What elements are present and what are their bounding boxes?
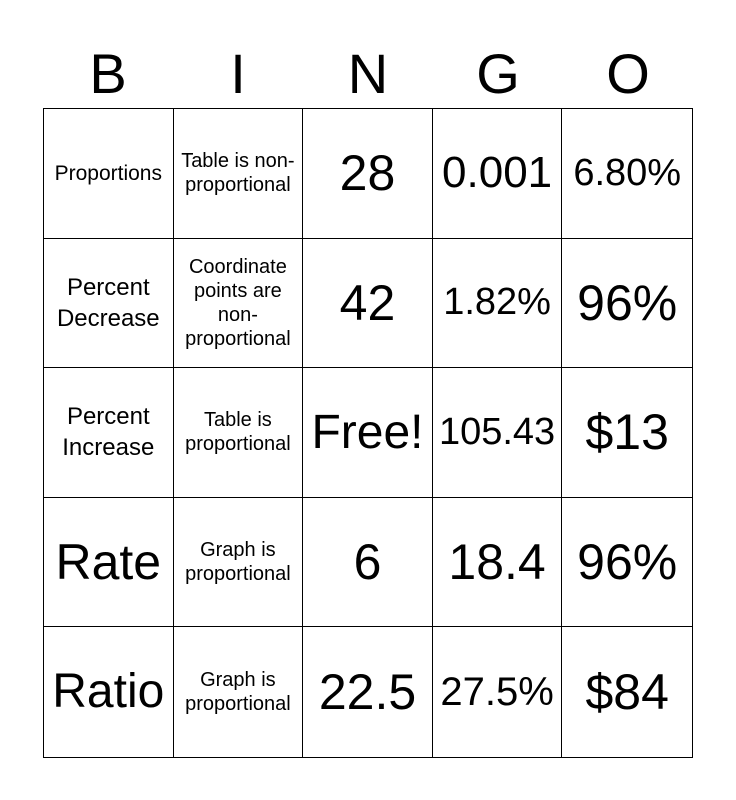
bingo-cell[interactable]: $84: [585, 664, 669, 721]
bingo-cell[interactable]: Rate: [44, 498, 174, 628]
bingo-cell[interactable]: 27.5%: [433, 627, 563, 757]
bingo-cell[interactable]: Table is non-proportional: [174, 109, 304, 239]
bingo-cell[interactable]: Graph is proportional: [174, 627, 304, 757]
bingo-cell[interactable]: 18.4: [433, 498, 563, 628]
bingo-cell[interactable]: 96%: [562, 498, 692, 628]
bingo-board: [43, 108, 693, 758]
bingo-cell[interactable]: 105.43: [433, 368, 563, 498]
bingo-cell[interactable]: $13: [562, 368, 692, 498]
header-letter-b: B: [89, 42, 127, 105]
bingo-cell[interactable]: 22.5: [303, 627, 433, 757]
header-letter-i: I: [230, 42, 246, 105]
bingo-cell[interactable]: 96%: [562, 239, 692, 369]
header-letter-o: O: [606, 42, 650, 105]
bingo-header: [43, 40, 693, 108]
bingo-cell[interactable]: Ratio: [44, 627, 174, 757]
bingo-cell[interactable]: 42: [303, 239, 433, 369]
bingo-cell[interactable]: Proportions: [44, 109, 174, 239]
header-letter-g: G: [476, 42, 520, 105]
bingo-cell[interactable]: Coordinate points are non-proportional: [174, 239, 304, 369]
header-letter-n: N: [347, 42, 389, 105]
bingo-cell[interactable]: 0.001: [433, 109, 563, 239]
bingo-cell[interactable]: 28: [303, 109, 433, 239]
bingo-cell[interactable]: Percent Decrease: [44, 239, 174, 369]
bingo-cell[interactable]: 1.82%: [433, 239, 563, 369]
bingo-cell[interactable]: Percent Increase: [44, 368, 174, 498]
bingo-cell[interactable]: 6.80%: [562, 109, 692, 239]
bingo-cell[interactable]: 6: [303, 498, 433, 628]
free-space-cell[interactable]: Free!: [303, 368, 433, 498]
bingo-cell[interactable]: Graph is proportional: [174, 498, 304, 628]
bingo-cell[interactable]: Table is proportional: [174, 368, 304, 498]
